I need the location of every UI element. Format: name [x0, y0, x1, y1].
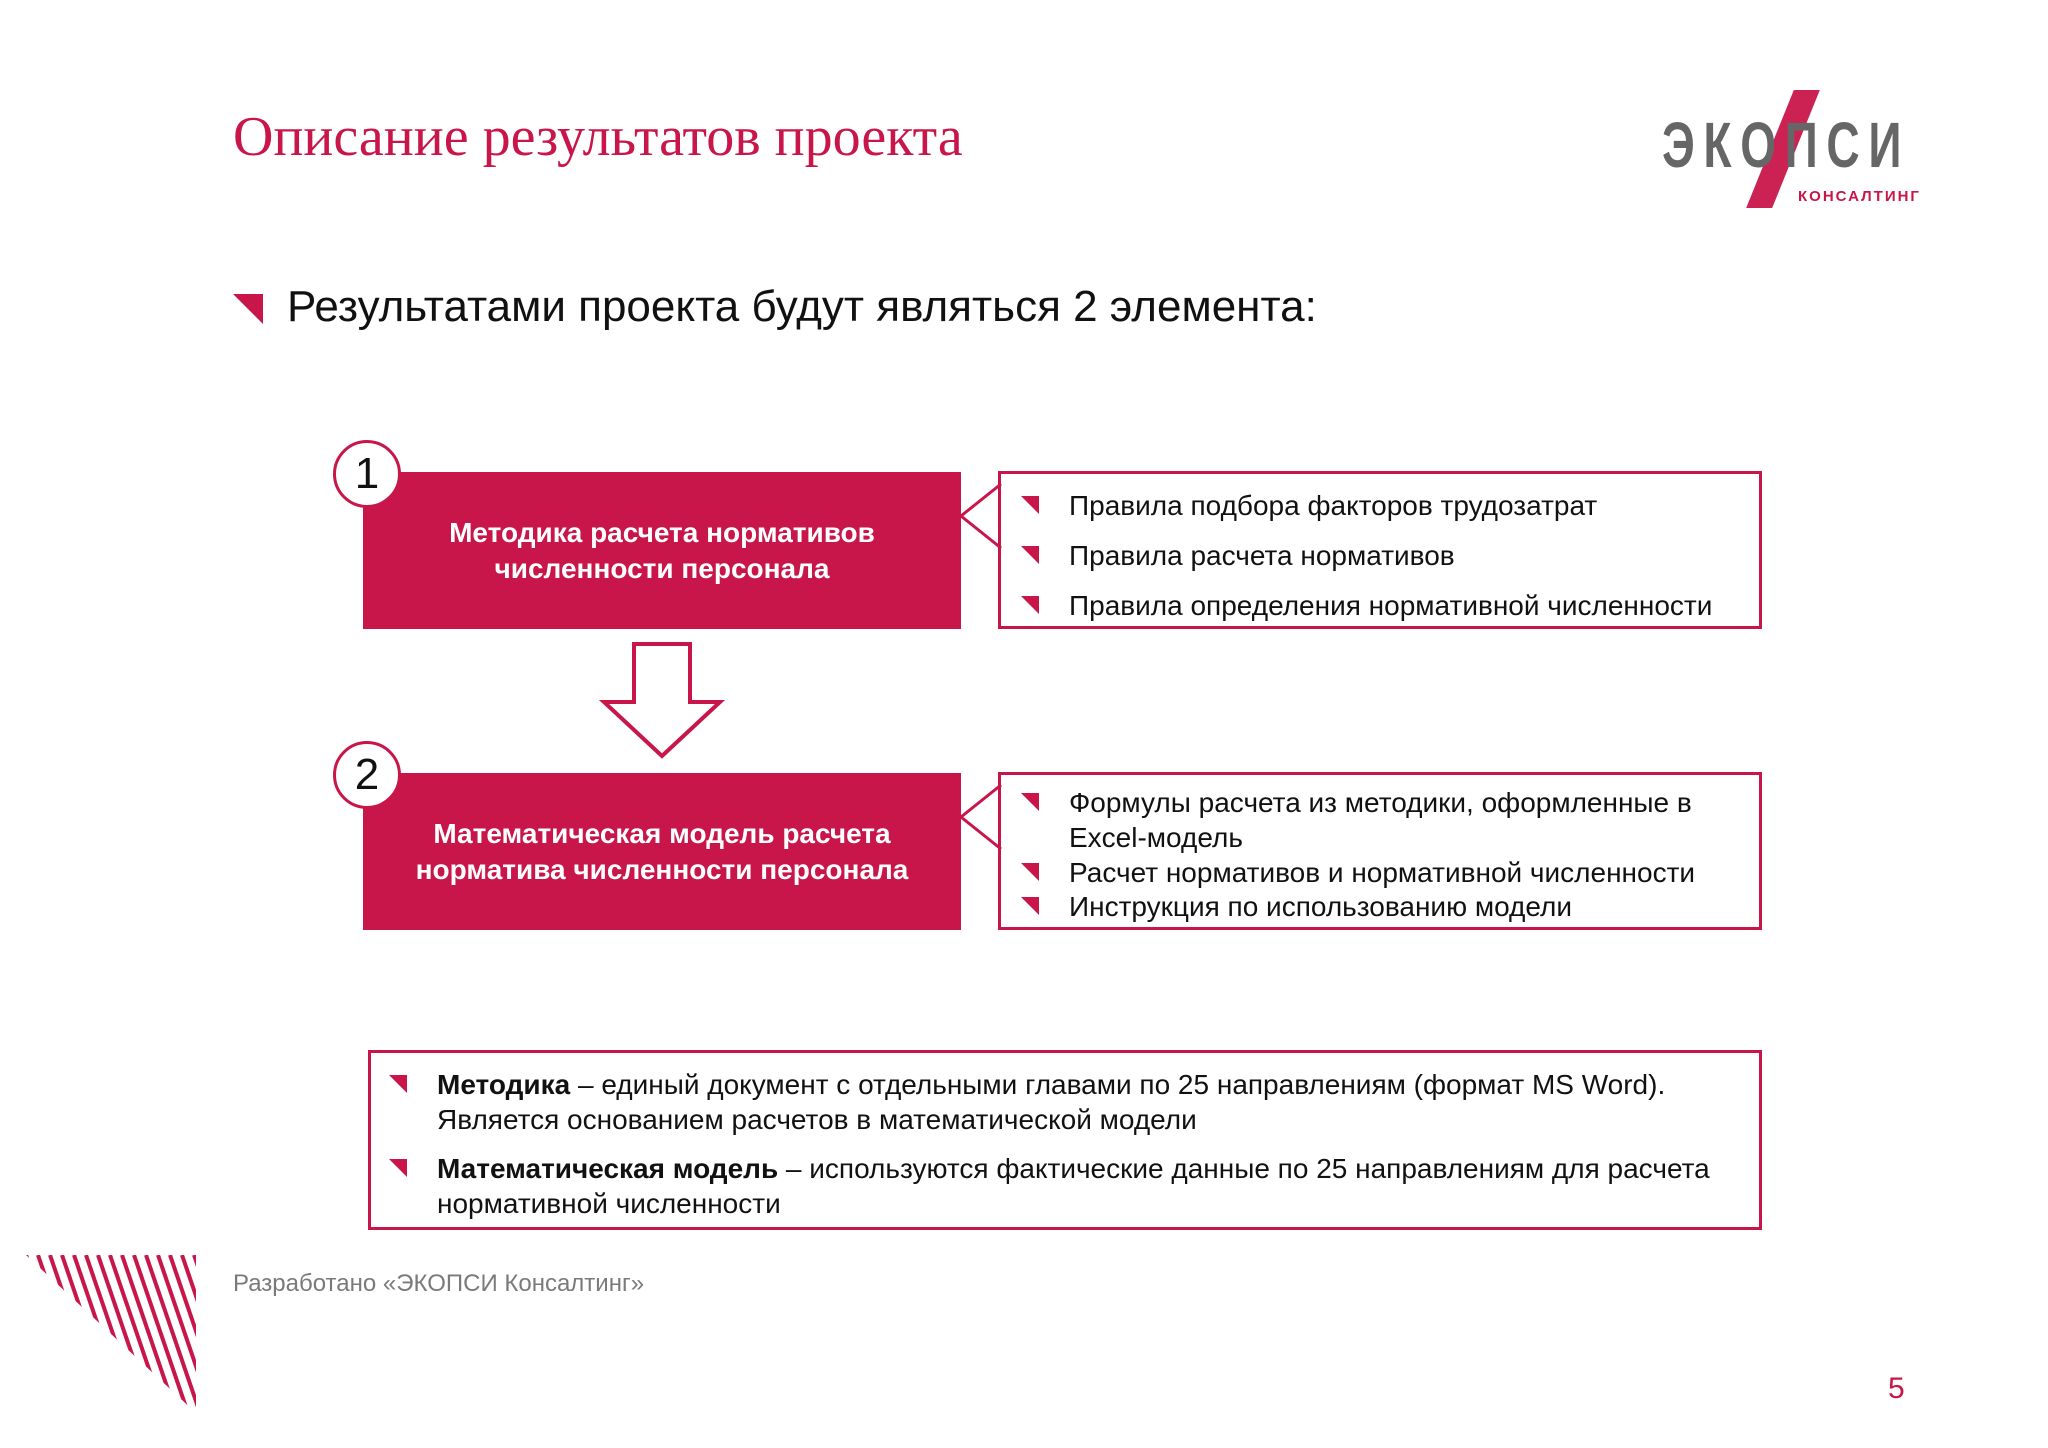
note-term: Математическая модель — [437, 1153, 779, 1184]
decorative-stripes — [26, 1255, 202, 1415]
bracket-connector-2 — [958, 771, 1002, 933]
note-description: – единый документ с отдельными главами по 25 направлениям (формат MS Word). Является основанием расчетов в математической модели — [437, 1069, 1666, 1135]
note-term: Методика — [437, 1069, 571, 1100]
element-1-title: Методика расчета нормативов численности персонала — [449, 516, 875, 584]
down-arrow-icon — [598, 640, 726, 760]
detail-text: Инструкция по использованию модели — [1069, 891, 1573, 922]
page-number: 5 — [1888, 1372, 1905, 1405]
detail-text: Правила подбора факторов трудозатрат — [1069, 490, 1598, 521]
bullet-triangle-icon — [1021, 863, 1039, 881]
element-1-box — [363, 472, 961, 629]
bullet-triangle-icon — [389, 1075, 407, 1093]
note-item — [389, 1151, 1739, 1221]
detail-item — [1021, 588, 1712, 623]
footer-credit: Разработано «ЭКОПСИ Консалтинг» — [233, 1270, 645, 1297]
bullet-triangle-icon — [1021, 546, 1039, 564]
bullet-triangle-icon — [1021, 496, 1039, 514]
element-2-box — [363, 773, 961, 930]
element-1-number: 1 — [333, 440, 401, 508]
element-1-details-box — [998, 471, 1762, 629]
bullet-triangle-icon — [1021, 897, 1039, 915]
note-description: – используются фактические данные по 25 направлениям для расчета нормативной численности — [437, 1153, 1710, 1219]
bullet-triangle-icon — [233, 294, 263, 324]
detail-text: Правила определения нормативной численности — [1069, 590, 1713, 621]
lead-text: Результатами проекта будут являться 2 элемента: — [287, 282, 1317, 331]
page-title: Описание результатов проекта — [233, 106, 963, 168]
bullet-triangle-icon — [389, 1159, 407, 1177]
notes-box — [368, 1050, 1762, 1230]
company-logo — [1662, 90, 1922, 210]
element-2-number: 2 — [333, 741, 401, 809]
detail-item — [1021, 889, 1572, 924]
detail-item — [1021, 488, 1597, 523]
note-text — [437, 1067, 1739, 1137]
logo-subtitle: КОНСАЛТИНГ — [1798, 188, 1921, 205]
logo-wordmark: ЭКОПСИ — [1662, 109, 1911, 181]
element-2-title: Математическая модель расчета норматива численности персонала — [415, 817, 909, 885]
detail-text: Правила расчета нормативов — [1069, 540, 1455, 571]
element-2-details-box — [998, 772, 1762, 930]
bullet-triangle-icon — [1021, 596, 1039, 614]
detail-text: Расчет нормативов и нормативной численности — [1069, 857, 1696, 888]
bullet-triangle-icon — [1021, 793, 1039, 811]
note-text — [437, 1151, 1739, 1221]
detail-item — [1021, 785, 1741, 855]
bracket-connector-1 — [958, 470, 1002, 632]
detail-item — [1021, 855, 1695, 890]
note-item — [389, 1067, 1739, 1137]
lead-statement — [233, 282, 1317, 332]
detail-item — [1021, 538, 1455, 573]
detail-text: Формулы расчета из методики, оформленные в Excel-модель — [1069, 787, 1692, 853]
